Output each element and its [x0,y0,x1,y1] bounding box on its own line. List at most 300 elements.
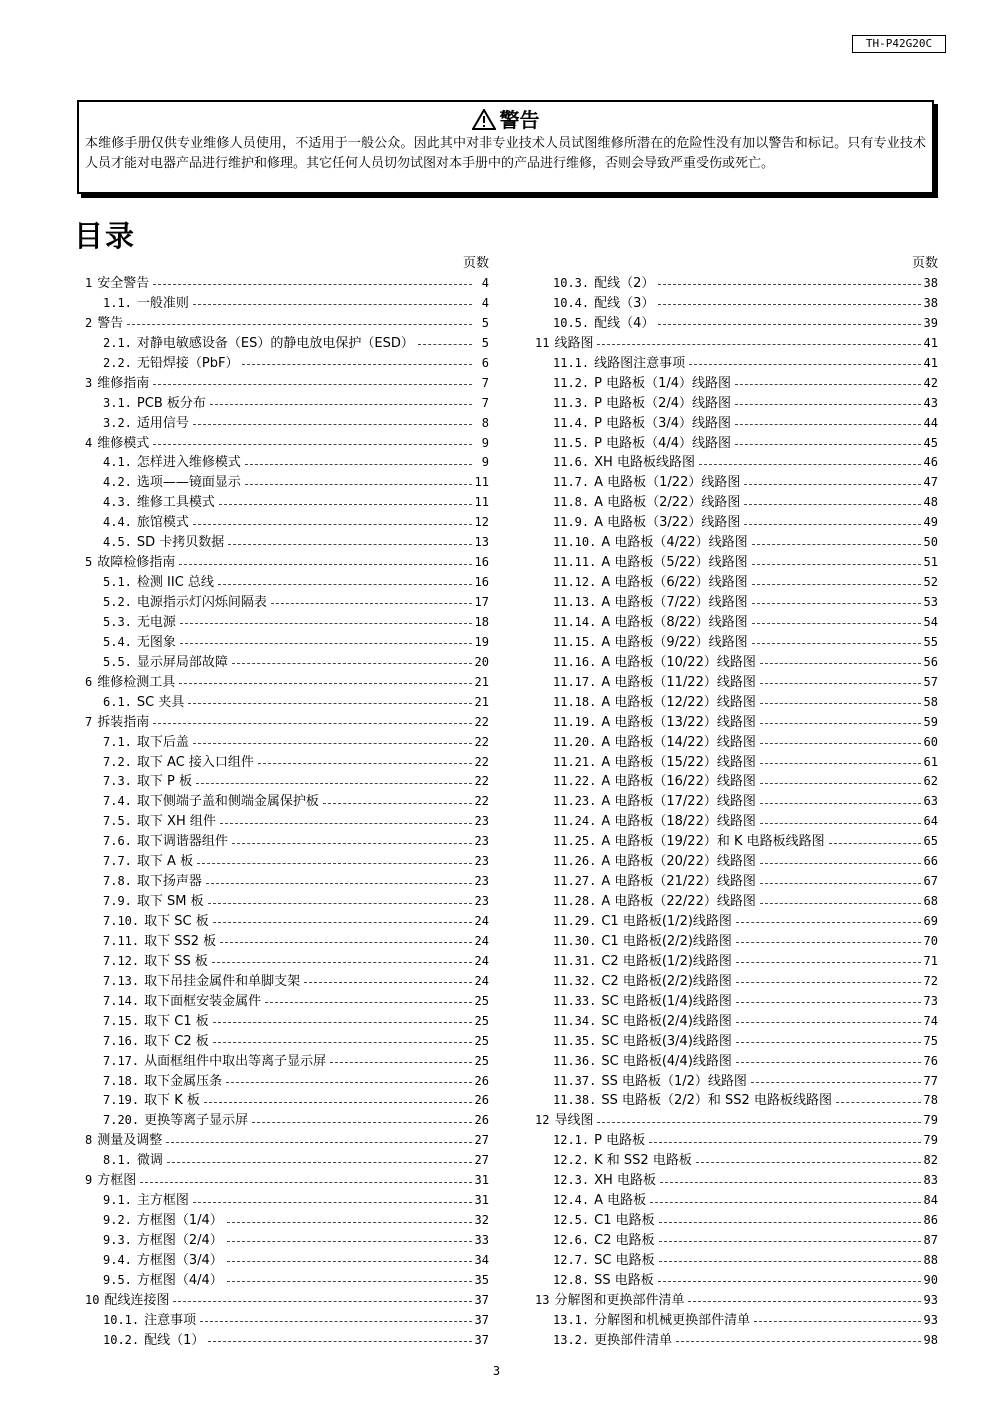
toc-entry[interactable] [535,434,938,454]
dot-leader [736,1062,921,1063]
dot-leader [736,922,921,923]
dot-leader [228,544,471,545]
toc-entry-page: 49 [923,515,938,530]
toc-entry-number: 11.30. [553,933,597,948]
dot-leader [660,1182,921,1183]
dot-leader [204,1102,472,1103]
toc-entry[interactable] [85,434,489,454]
toc-entry-label: 取下 P 板 [136,774,193,790]
toc-entry[interactable] [535,673,938,693]
toc-entry-label: 维修模式 [97,435,150,451]
toc-entry-label: SS 电路板（1/2）线路图 [601,1073,747,1089]
toc-entry-number: 13.1. [553,1312,590,1327]
toc-entry-number: 10.1. [103,1312,140,1327]
toc-entry-label: A 电路板（18/22）线路图 [601,814,756,830]
toc-entry[interactable] [85,1271,489,1291]
toc-entry[interactable] [85,553,489,573]
dot-leader [658,324,920,325]
toc-entry[interactable] [85,533,489,553]
toc-entry[interactable] [535,294,938,314]
toc-entry-number: 11.2. [553,375,590,390]
dot-leader [323,803,472,804]
page-column-label: 页数 [462,256,489,271]
toc-entry-page: 26 [474,1073,489,1088]
toc-entry[interactable] [535,812,938,832]
toc-entry-page: 25 [474,1033,489,1048]
toc-entry-label: A 电路板（12/22）线路图 [601,694,756,710]
toc-entry[interactable] [535,593,938,613]
toc-entry[interactable] [535,912,938,932]
toc-entry-label: A 电路板（2/22）线路图 [594,495,741,511]
toc-entry-number: 11.38. [553,1093,597,1108]
dot-leader [242,364,472,365]
dot-leader [676,1341,920,1342]
toc-entry-label: C1 电路板(2/2)线路图 [601,933,732,949]
toc-entry[interactable] [85,1171,489,1191]
toc-entry-page: 48 [923,495,938,510]
toc-entry[interactable] [85,1091,489,1111]
toc-entry-page: 45 [923,435,938,450]
toc-entry-page: 78 [923,1093,938,1108]
dot-leader [751,1082,921,1083]
toc-entry-number: 11.21. [553,754,597,769]
toc-entry[interactable] [535,553,938,573]
dot-leader [760,903,921,904]
dot-leader [597,344,920,345]
toc-entry[interactable] [85,653,489,673]
toc-entry-label: XH 电路板 [594,1173,656,1189]
toc-list-right [535,274,938,1351]
toc-entry-page: 88 [923,1252,938,1267]
toc-entry-label: 取下 K 板 [144,1093,200,1109]
toc-entry[interactable] [85,1191,489,1211]
toc-entry[interactable] [535,1231,938,1251]
toc-entry[interactable] [535,972,938,992]
toc-entry-label: 取下 SS 板 [144,953,208,969]
toc-entry-number: 1.1. [103,295,132,310]
toc-entry[interactable] [85,713,489,733]
toc-entry-number: 12.1. [553,1133,590,1148]
dot-leader [696,1162,921,1163]
toc-entry-label: SC 电路板(4/4)线路图 [601,1053,732,1069]
toc-entry[interactable] [535,832,938,852]
toc-entry[interactable] [85,1251,489,1271]
toc-entry[interactable] [85,872,489,892]
toc-entry[interactable] [535,1311,938,1331]
toc-entry-page: 73 [923,993,938,1008]
toc-entry-page: 25 [474,1053,489,1068]
toc-entry-label: 检测 IIC 总线 [136,575,214,591]
toc-entry-page: 58 [923,694,938,709]
toc-entry[interactable] [85,972,489,992]
toc-entry[interactable] [85,932,489,952]
dot-leader [744,524,920,525]
toc-entry[interactable] [85,453,489,473]
toc-entry-number: 11.1. [553,355,590,370]
toc-entry-number: 7.17. [103,1053,140,1068]
dot-leader [193,1202,472,1203]
toc-entry-page: 17 [474,595,489,609]
toc-entry[interactable] [85,493,489,513]
toc-entry-label: 配线连接图 [104,1292,170,1308]
toc-entry[interactable] [535,772,938,792]
toc-entry[interactable] [85,1072,489,1092]
dot-leader [735,444,921,445]
toc-entry-label: 取下扬声器 [136,874,202,890]
toc-entry[interactable] [85,1211,489,1231]
toc-entry[interactable] [535,1151,938,1171]
toc-entry[interactable] [85,593,489,613]
toc-entry-number: 11.33. [553,993,597,1008]
toc-entry-page: 22 [474,734,489,749]
dot-leader [193,524,472,525]
dot-leader [736,1022,921,1023]
toc-entry-number: 11.29. [553,914,597,928]
dot-leader [597,1122,920,1123]
toc-entry[interactable] [85,573,489,593]
toc-entry-page: 4 [481,276,489,290]
toc-entry-number: 7 [85,714,93,729]
toc-entry-number: 7.3. [103,774,132,789]
toc-entry[interactable] [85,1032,489,1052]
toc-entry[interactable] [85,274,489,294]
toc-entry-label: A 电路板（19/22）和 K 电路板线路图 [601,834,825,850]
toc-entry[interactable] [535,274,938,294]
toc-right-column [535,254,938,1351]
toc-entry[interactable] [85,693,489,713]
dot-leader [227,1281,472,1282]
toc-entry[interactable] [85,772,489,792]
toc-entry-page: 22 [474,714,489,729]
toc-entry[interactable] [535,493,938,513]
toc-entry-number: 5 [85,555,93,570]
toc-entry[interactable] [535,1131,938,1151]
toc-entry-label: 方框图（4/4） [136,1272,223,1288]
warning-triangle-icon [472,109,496,130]
toc-entry-page: 27 [474,1133,489,1148]
dot-leader [736,982,921,983]
dot-leader [245,464,472,465]
toc-entry[interactable] [535,314,938,334]
toc-entry[interactable] [85,992,489,1012]
toc-entry[interactable] [85,733,489,753]
toc-entry-page: 4 [481,295,489,310]
toc-entry-label: A 电路板（4/22）线路图 [601,535,748,551]
toc-entry[interactable] [535,573,938,593]
dot-leader [271,603,472,604]
toc-entry[interactable] [85,1052,489,1072]
toc-entry[interactable] [535,374,938,394]
toc-entry-label: 警告 [97,315,124,331]
toc-entry-number: 11.26. [553,854,597,869]
toc-entry[interactable] [535,892,938,912]
toc-entry[interactable] [85,1111,489,1131]
dot-leader [658,1281,921,1282]
toc-entry-number: 11.36. [553,1053,597,1068]
dot-leader [744,484,920,485]
toc-entry-number: 7.14. [103,993,140,1008]
dot-leader [688,1301,920,1302]
toc-entry[interactable] [535,513,938,533]
toc-entry-label: A 电路板（17/22）线路图 [601,794,756,810]
toc-entry-label: 拆装指南 [97,714,150,730]
toc-entry[interactable] [85,812,489,832]
dot-leader [227,1261,472,1262]
toc-entry[interactable] [85,852,489,872]
toc-entry[interactable] [85,832,489,852]
toc-entry[interactable] [535,394,938,414]
page-column-label: 页数 [911,256,938,271]
toc-entry-page: 8 [481,415,489,430]
toc-entry[interactable] [535,1271,938,1291]
toc-entry-label: C2 电路板(2/2)线路图 [601,973,732,989]
toc-entry[interactable] [535,653,938,673]
toc-entry[interactable] [535,1052,938,1072]
toc-entry-label: 取下吊挂金属件和单脚支架 [144,973,301,989]
toc-entry-page: 21 [474,674,489,689]
toc-entry-label: 怎样进入维修模式 [136,455,241,471]
toc-entry[interactable] [535,1291,938,1311]
toc-entry-page: 42 [923,375,938,390]
toc-entry-label: 无图象 [136,634,176,650]
toc-entry-number: 10.2. [103,1332,140,1347]
toc-entry-page: 33 [474,1233,489,1247]
toc-entry-page: 37 [474,1312,489,1327]
toc-entry[interactable] [535,1072,938,1092]
toc-entry-label: 取下 C2 板 [144,1033,209,1049]
toc-entry[interactable] [85,792,489,812]
toc-entry[interactable] [85,374,489,394]
toc-entry-page: 12 [474,515,489,530]
toc-entry[interactable] [535,613,938,633]
toc-entry-label: 取下 SS2 板 [144,933,217,949]
dot-leader [752,544,921,545]
toc-entry-number: 11.34. [553,1013,597,1028]
toc-entry-label: 配线（3） [594,295,655,311]
toc-entry-page: 79 [923,1133,938,1148]
toc-entry[interactable] [85,753,489,773]
toc-entry-page: 24 [474,953,489,968]
toc-entry[interactable] [85,314,489,334]
toc-entry-number: 2.1. [103,335,132,350]
toc-entry-number: 10.5. [553,315,590,330]
toc-entry-label: 一般准则 [136,295,189,311]
toc-entry-label: 方框图 [97,1173,137,1189]
toc-entry-label: A 电路板（21/22）线路图 [601,874,756,890]
toc-entry[interactable] [85,1331,489,1351]
toc-entry-label: 安全警告 [97,276,150,291]
toc-entry[interactable] [85,952,489,972]
toc-entry[interactable] [535,1032,938,1052]
toc-entry[interactable] [85,912,489,932]
toc-entry-label: A 电路板（20/22）线路图 [601,854,756,870]
dot-leader [252,1122,471,1123]
dot-leader [836,1102,921,1103]
toc-entry[interactable] [85,892,489,912]
toc-entry-label: 维修检测工具 [97,674,176,690]
toc-entry-number: 11.15. [553,634,597,649]
dot-leader [208,1341,471,1342]
toc-entry-label: P 电路板（4/4）线路图 [594,435,732,451]
toc-entry[interactable] [85,394,489,414]
toc-entry-page: 26 [474,1113,489,1128]
toc-entry-label: 选项——镜面显示 [136,475,241,491]
toc-entry[interactable] [535,693,938,713]
toc-entry-page: 19 [474,634,489,649]
toc-entry[interactable] [85,673,489,693]
dot-leader [760,663,921,664]
toc-entry[interactable] [85,1131,489,1151]
toc-entry[interactable] [85,473,489,493]
toc-entry[interactable] [535,872,938,892]
toc-entry[interactable] [85,1012,489,1032]
toc-entry-label: 分解图和机械更换部件清单 [594,1312,751,1328]
dot-leader [212,962,472,963]
toc-entry-number: 11.37. [553,1073,597,1088]
toc-entry-label: A 电路板（8/22）线路图 [601,614,748,630]
toc-entry[interactable] [535,992,938,1012]
dot-leader [193,424,472,425]
toc-entry[interactable] [85,294,489,314]
dot-leader [744,504,920,505]
toc-entry-label: 注意事项 [144,1312,197,1328]
dot-leader [760,803,921,804]
toc-entry[interactable] [535,713,938,733]
toc-entry[interactable] [535,1171,938,1191]
toc-entry[interactable] [535,1111,938,1131]
toc-entry-label: K 和 SS2 电路板 [594,1153,692,1169]
warning-title: 警告 [499,108,540,132]
toc-entry-label: 配线（1） [144,1332,205,1348]
toc-entry[interactable] [85,1311,489,1331]
toc-entry[interactable] [535,733,938,753]
toc-entry-number: 11.28. [553,894,597,909]
toc-entry-page: 43 [923,395,938,410]
toc-entry-page: 16 [474,575,489,590]
toc-entry[interactable] [85,334,489,354]
toc-entry-page: 61 [923,754,938,769]
toc-entry[interactable] [535,354,938,374]
toc-entry-number: 12.7. [553,1252,590,1267]
toc-entry-number: 13.2. [553,1332,590,1347]
toc-entry[interactable] [85,633,489,653]
toc-entry-number: 12 [535,1113,550,1128]
toc-entry-page: 23 [474,854,489,869]
toc-entry-page: 34 [474,1252,489,1267]
toc-entry-label: PCB 板分布 [136,395,206,411]
dot-leader [227,1241,472,1242]
toc-entry-number: 7.1. [103,734,132,749]
warning-title-row [79,106,932,134]
toc-entry-number: 11.11. [553,555,597,570]
toc-entry-page: 37 [474,1332,489,1347]
toc-entry[interactable] [535,753,938,773]
toc-entry-number: 5.5. [103,654,132,669]
dot-leader [166,1142,471,1143]
toc-entry[interactable] [535,1091,938,1111]
toc-entry-label: 取下调谐器组件 [136,834,228,850]
toc-entry[interactable] [535,473,938,493]
toc-entry[interactable] [85,1231,489,1251]
toc-entry-page: 72 [923,973,938,988]
toc-entry-number: 6 [85,674,93,689]
toc-entry[interactable] [535,952,938,972]
toc-entry[interactable] [535,1191,938,1211]
toc-entry[interactable] [85,1151,489,1171]
toc-entry[interactable] [535,633,938,653]
toc-entry-page: 87 [923,1233,938,1247]
toc-entry-page: 56 [923,654,938,669]
toc-entry[interactable] [85,513,489,533]
toc-entry[interactable] [535,1211,938,1231]
toc-entry-page: 76 [923,1053,938,1068]
toc-entry[interactable] [85,414,489,434]
dot-leader [689,364,920,365]
toc-entry-page: 62 [923,774,938,789]
toc-entry-label: SS 电路板 [594,1272,654,1288]
toc-entry[interactable] [85,613,489,633]
toc-entry-number: 7.2. [103,754,132,769]
toc-entry-label: A 电路板（1/22）线路图 [594,475,741,491]
toc-entry-number: 4.5. [103,535,132,550]
toc-entry[interactable] [85,1291,489,1311]
toc-entry[interactable] [535,453,938,473]
toc-entry-page: 54 [923,614,938,629]
toc-entry-label: 维修工具模式 [136,495,215,511]
toc-entry[interactable] [535,1012,938,1032]
toc-entry-page: 66 [923,854,938,869]
toc-entry-number: 11.22. [553,774,597,789]
toc-entry-label: 取下 XH 组件 [136,814,216,830]
toc-entry[interactable] [535,792,938,812]
toc-entry-page: 41 [923,355,938,370]
toc-entry-number: 4.3. [103,495,132,510]
toc-entry-page: 5 [481,335,489,350]
toc-entry-page: 60 [923,734,938,749]
toc-entry-label: 维修指南 [97,375,150,391]
toc-entry[interactable] [535,932,938,952]
model-number: TH-P42G20C [852,35,946,53]
toc-entry-page: 22 [474,754,489,769]
toc-entry[interactable] [535,1331,938,1351]
dot-leader [219,504,472,505]
toc-entry-number: 5.2. [103,595,132,609]
dot-leader [829,843,921,844]
toc-entry-label: C1 电路板 [594,1213,655,1229]
toc-entry-label: A 电路板（5/22）线路图 [601,555,748,571]
dot-leader [754,1321,920,1322]
toc-entry-number: 11.13. [553,595,597,609]
toc-entry-label: A 电路板（6/22）线路图 [601,575,748,591]
toc-entry-page: 24 [474,933,489,948]
toc-entry[interactable] [85,354,489,374]
toc-entry-number: 9.5. [103,1272,132,1287]
toc-entry[interactable] [535,852,938,872]
toc-entry[interactable] [535,1251,938,1271]
toc-entry-number: 13 [535,1292,550,1307]
dot-leader [173,1301,471,1302]
toc-entry-number: 4.1. [103,455,132,470]
toc-entry-page: 24 [474,914,489,928]
toc-entry-page: 23 [474,834,489,849]
dot-leader [735,424,921,425]
toc-entry[interactable] [535,334,938,354]
toc-entry-number: 10 [85,1292,100,1307]
dot-leader [210,404,472,405]
toc-entry[interactable] [535,414,938,434]
toc-entry-page: 38 [923,276,938,290]
toc-entry[interactable] [535,533,938,553]
